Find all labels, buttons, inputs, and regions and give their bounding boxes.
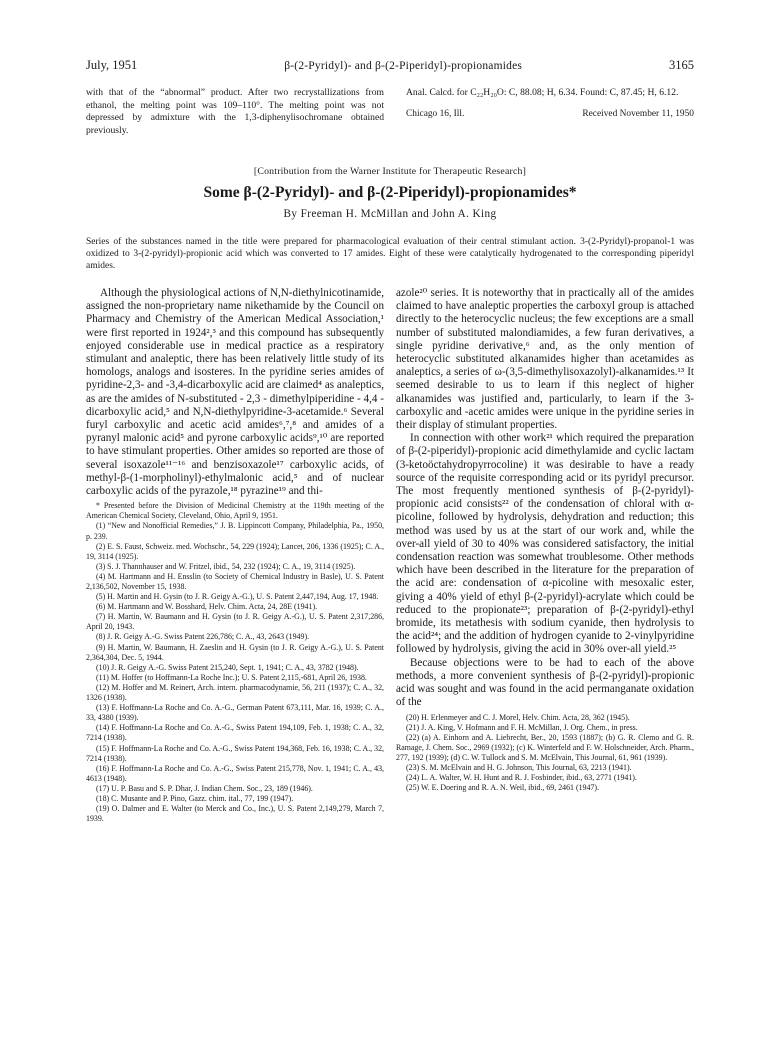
footnote: (24) L. A. Walter, W. H. Hunt and R. J. Fosbinder, ibid., 63, 2771 (1941). bbox=[406, 773, 637, 783]
footnote: (20) H. Erlenmeyer and C. J. Morel, Helv. Chim. Acta, 28, 362 (1945). bbox=[406, 712, 630, 722]
right-footnotes bbox=[396, 713, 694, 794]
footnote: (12) M. Hoffer and M. Reinert, Arch. intern. pharmacodynamie, 56, 211 (1937); C. A., 32, 1326 (1938). bbox=[86, 682, 384, 703]
footnote: (25) W. E. Doering and R. A. N. Weil, ibid., 69, 2461 (1947). bbox=[406, 783, 599, 793]
footnote: (16) F. Hoffmann-La Roche and Co. A.-G., Swiss Patent 215,778, Nov. 1, 1941; C. A., 43, 4613 (1948). bbox=[86, 763, 384, 783]
footnote: (21) J. A. King, V. Hofmann and F. H. McMillan, J. Org. Chem., in press. bbox=[406, 722, 638, 732]
article-authors: By Freeman H. McMillan and John A. King bbox=[283, 208, 497, 220]
footnote: (5) H. Martin and H. Gysin (to J. R. Geigy A.-G.), U. S. Patent 2,447,194, Aug. 17, 1948. bbox=[96, 592, 379, 602]
footnote: (9) H. Martin, W. Baumann, H. Zaeslin and H. Gysin (to J. R. Geigy A.-G.), U. S. Patent 2,364,304, Dec. 5, 1944. bbox=[86, 642, 384, 662]
footnote: (3) S. J. Thannhauser and W. Fritzel, ibid., 54, 232 (1924); C. A., 19, 3114 (1925). bbox=[96, 561, 356, 571]
issue-date: July, 1951 bbox=[86, 58, 138, 72]
received-date: Received November 11, 1950 bbox=[582, 108, 694, 119]
footnote: (2) E. S. Faust, Schweiz. med. Wochschr., 54, 229 (1924); Lancet, 206, 1336 (1925); C. A., 19, 3114 (1925). bbox=[86, 541, 384, 561]
author-location: Chicago 16, Ill. bbox=[406, 108, 465, 119]
footnote: (8) J. R. Geigy A.-G. Swiss Patent 226,786; C. A., 43, 2643 (1949). bbox=[96, 632, 310, 642]
footnote: (23) S. M. McElvain and H. G. Johnson, This Journal, 63, 2213 (1941). bbox=[406, 762, 632, 772]
footnote: (14) F. Hoffmann-La Roche and Co. A.-G., Swiss Patent 194,109, Feb. 1, 1938; C. A., 32, 7214 (1938). bbox=[86, 723, 384, 743]
received-row bbox=[406, 108, 694, 121]
previous-article-text: with that of the “abnormal” product. After two recrystallizations from ethanol, the melting point was 109–110°. The melting point was not depressed by admixture with the 1,3-diphenylisochromane obtained previously. bbox=[86, 87, 384, 136]
footnote: (13) F. Hoffmann-La Roche and Co. A.-G., German Patent 673,111, Mar. 16, 1939; C. A., 33, 4380 (1939). bbox=[86, 703, 384, 723]
previous-article-analysis bbox=[406, 87, 694, 120]
right-column bbox=[396, 287, 694, 793]
left-column bbox=[86, 287, 384, 824]
footnote: (4) M. Hartmann and H. Ensslin (to Society of Chemical Industry in Basle), U. S. Patent 2,136,502, November 15, 1938. bbox=[86, 571, 384, 591]
footnote: (15) F. Hoffmann-La Roche and Co. A.-G., Swiss Patent 194,368, Feb. 16, 1938; C. A., 32, 7214 (1938). bbox=[86, 743, 384, 763]
footnote: (10) J. R. Geigy A.-G. Swiss Patent 215,240, Sept. 1, 1941; C. A., 43, 3782 (1948). bbox=[96, 662, 359, 672]
footnote: (17) U. P. Basu and S. P. Dhar, J. Indian Chem. Soc., 23, 189 (1946). bbox=[96, 783, 313, 793]
footnote: * Presented before the Division of Medicinal Chemistry at the 119th meeting of the American Chemical Society, Cleveland, Ohio, April 9, 1951. bbox=[86, 501, 384, 521]
footnote: (11) M. Hoffer (to Hoffmann-La Roche Inc.); U. S. Patent 2,115,-681, April 26, 1938. bbox=[96, 672, 367, 682]
contribution-line: [Contribution from the Warner Institute for Therapeutic Research] bbox=[253, 166, 527, 177]
right-body-paragraph-2: In connection with other work²¹ which required the preparation of β-(2-piperidyl)-propionic acid dimethylamide and cyclic lactam (3-ketoöctahydropyrrocoline) it was desirable to have a ready source of the requisite corresponding acid or its pyridyl precursor. The most frequently mentioned synthesis of β-(2-pyridyl)-propionic acid consists²² of the condensation of chloral with α-picoline, followed by hydrolysis, dehydration and reduction; this method was used by us at the start of our work and, while the over-all yield of 30 to 40% was considered satisfactory, the initial condensation reaction was somewhat troublesome. Other methods which have been described in the literature for the preparation of the acid are: condensation of α-picoline with mesoxalic ester, giving a 40% yield of ethyl β-(2-pyridyl)-acrylate which could be reduced to the propionate²³; preparation of β-(2-pyridyl)-ethyl bromide, its metathesis with sodium cyanide, then hydrolysis to the acid²⁴; and the addition of hydrogen cyanide to 2-vinylpyridine followed by hydrolysis, giving the acid in 30% over-all yield.²⁵ bbox=[396, 432, 694, 656]
footnote: (6) M. Hartmann and W. Bosshard, Helv. Chim. Acta, 24, 28E (1941). bbox=[96, 602, 318, 612]
footnote: (7) H. Martin, W. Baumann and H. Gysin (to J. R. Geigy A.-G.), U. S. Patent 2,317,286, April 20, 1943. bbox=[86, 612, 384, 632]
footnote: (19) O. Dalmer and E. Walter (to Merck and Co., Inc.), U. S. Patent 2,149,279, March 7, 1939. bbox=[86, 804, 384, 824]
previous-article-end bbox=[86, 87, 694, 157]
running-title: β-(2-Pyridyl)- and β-(2-Piperidyl)-propionamides bbox=[284, 60, 523, 72]
footnote: (18) C. Musante and P. Pino, Gazz. chim. ital., 77, 199 (1947). bbox=[96, 793, 294, 803]
left-footnotes bbox=[86, 501, 384, 824]
footnote: (1) “New and Nonofficial Remedies,” J. B. Lippincott Company, Philadelphia, Pa., 1950, p. 239. bbox=[86, 521, 384, 541]
right-body-paragraph-1: azole²⁰ series. It is noteworthy that in practically all of the amides claimed to have analeptic properties the carboxyl group is attached directly to the heterocyclic nucleus; the few exceptions are a small number of substituted malondiamides, a few furan derivatives, a single pyridine derivative,⁶ and, as the only mention of heterocyclic substituted alkanamides higher than acetamides as analeptics, a series of ω-(3,5-dimethylisoxazolyl)-alkanamides.¹³ It seemed desirable to us to learn if this neglect of higher alkanamides was justified and, particularly, to learn if the 3-carboxylic and -acetic amides were unique in the pyridine series in their display of stimulant properties. bbox=[396, 287, 694, 432]
article-abstract: Series of the substances named in the title were prepared for pharmacological evaluation of their central stimulant action. 3-(2-Pyridyl)-propanol-1 was oxidized to 3-(2-pyridyl)-propionic acid which was converted to 17 amides. Eight of these were catalytically hydrogenated to the corresponding piperidyl amides. bbox=[86, 237, 694, 271]
running-head bbox=[86, 58, 694, 78]
analysis-text: Anal. Calcd. for C₂₂H₂₀O: C, 88.08; H, 6.34. Found: C, 87.45; H, 6.12. bbox=[406, 87, 679, 98]
right-body-paragraph-3: Because objections were to be had to each of the above methods, a more convenient synthesis of β-(2-pyridyl)-propionic acid was sought and was found in the acid permanganate oxidation of the bbox=[396, 656, 694, 709]
left-body-paragraph: Although the physiological actions of N,N-diethylnicotinamide, assigned the non-proprietary name nikethamide by the Council on Pharmacy and Chemistry of the American Medical Association,¹ were first reported in 1924²,³ and this compound has subsequently enjoyed considerable use in medical practice as a respiratory stimulant and analeptic, there has been relatively little study of its homologs, analogs and isosteres. In the pyridine series amides of pyridine-2,3- and -3,4-dicarboxylic acid are claimed⁴ as analeptics, as are the amides of N-substituted - 2,3 - dimethylpiperidine - 4,4 - dicarboxylic acid,⁵ and N,N-diethylpyridine-3-acetamide.⁶ Several furyl carboxylic and acetic acid amides⁶,⁷,⁸ and amides of a pyranyl malonic acid⁵ and pyrone carboxylic acids⁹,¹⁰ are reported to have stimulant properties. Other amides so reported are those of several isoxazole¹¹⁻¹⁶ and benzisoxazole¹⁷ carboxylic acids, of methyl-β-(1-morpholinyl)-ethylmalonic acid,⁵ and of nuclear carboxylic acids of the pyrazole,¹⁸ pyrazine¹⁹ and thi- bbox=[86, 287, 384, 498]
article-title: Some β-(2-Pyridyl)- and β-(2-Piperidyl)-propionamides* bbox=[203, 184, 577, 201]
footnote: (22) (a) A. Einhorn and A. Liebrecht, Ber., 20, 1593 (1887); (b) G. R. Clemo and G. R. Ramage, J. Chem. Soc., 2969 (1932); (c) K. Winterfeld and F. W. Holschneider, Arch. Pharm., 277, 192 (1939); (d) C. W. Tullock and S. M. McElvain, This Journal, 61, 961 (1939). bbox=[396, 732, 694, 762]
page-number: 3165 bbox=[669, 58, 694, 72]
